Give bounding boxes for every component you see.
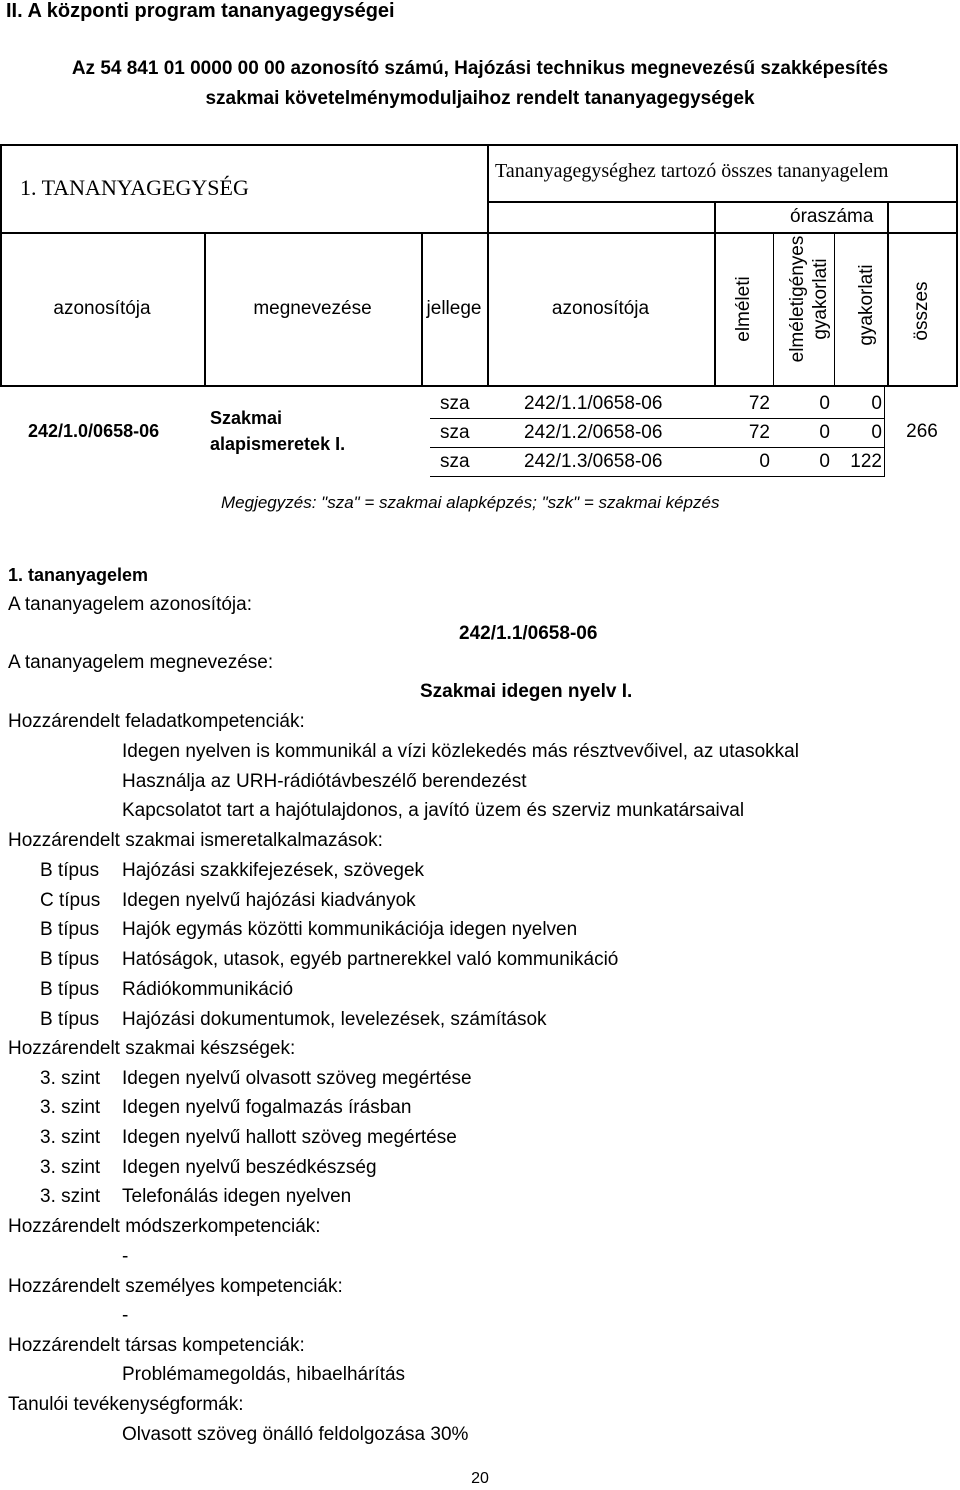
tasks-label: Hozzárendelt feladatkompetenciák: xyxy=(8,711,305,732)
col-header-elmeletigenyes-gyakorlati: gyakorlati xyxy=(810,258,831,340)
row-type: sza xyxy=(440,422,470,443)
hours-header: óraszáma xyxy=(790,206,874,227)
body-right-border xyxy=(884,386,885,477)
col-header-elem-azonositoja: azonosítója xyxy=(551,298,650,319)
row-elmgyak: 0 xyxy=(819,393,830,414)
knowledge-level: C típus xyxy=(40,890,101,911)
header-bottom-border xyxy=(0,385,958,387)
knowledge-label: Hozzárendelt szakmai ismeretalkalmazások: xyxy=(8,830,383,851)
knowledge-item: Hatóságok, utasok, egyéb partnerekkel való kommunikáció xyxy=(122,949,619,970)
task-item: Használja az URH-rádiótávbeszélő berendezést xyxy=(122,771,527,792)
table-top-border xyxy=(0,144,958,146)
personal-label: Hozzárendelt személyes kompetenciák: xyxy=(8,1276,343,1297)
forms-value: Olvasott szöveg önálló feldolgozása 30% xyxy=(122,1424,469,1445)
element-name-label: A tananyagelem megnevezése: xyxy=(8,652,274,673)
row-id: 242/1.2/0658-06 xyxy=(524,422,663,443)
elements-left-border xyxy=(487,144,489,385)
skill-level: 3. szint xyxy=(40,1157,101,1178)
col-divider-4 xyxy=(887,201,889,385)
element-id-label: A tananyagelem azonosítója: xyxy=(8,594,253,615)
knowledge-item: Rádiókommunikáció xyxy=(122,979,294,1000)
row-elmgyak: 0 xyxy=(819,451,830,472)
knowledge-item: Hajózási szakkifejezések, szövegek xyxy=(122,860,425,881)
row-gyak: 0 xyxy=(871,422,882,443)
element-heading: 1. tananyagelem xyxy=(8,565,149,585)
row-id: 242/1.3/0658-06 xyxy=(524,451,663,472)
unit-title: 1. TANANYAGEGYSÉG xyxy=(20,175,249,200)
knowledge-level: B típus xyxy=(40,949,100,970)
col-divider-3 xyxy=(714,201,716,385)
col-header-osszes: összes xyxy=(911,281,932,341)
subtitle-line-1: Az 54 841 01 0000 00 00 azonosító számú, Hajózási technikus megnevezésű szakképesítés xyxy=(71,58,889,79)
skill-level: 3. szint xyxy=(40,1097,101,1118)
col-header-megnevezese: megnevezése xyxy=(253,298,372,319)
table-left-border xyxy=(0,144,2,387)
knowledge-level: B típus xyxy=(40,860,100,881)
knowledge-item: Hajózási dokumentumok, levelezések, számítások xyxy=(122,1009,547,1030)
element-name-value: Szakmai idegen nyelv I. xyxy=(420,681,633,702)
row-id: 242/1.1/0658-06 xyxy=(524,393,663,414)
row-gyak: 122 xyxy=(850,451,882,472)
skill-item: Idegen nyelvű olvasott szöveg megértése xyxy=(122,1068,472,1089)
task-item: Kapcsolatot tart a hajótulajdonos, a javító üzem és szerviz munkatársaival xyxy=(122,800,745,821)
row-elmeleti: 72 xyxy=(748,422,770,443)
row-divider xyxy=(430,418,885,419)
personal-value: - xyxy=(122,1305,129,1326)
col-header-gyakorlati: gyakorlati xyxy=(856,264,877,346)
skill-item: Telefonálás idegen nyelven xyxy=(122,1186,352,1207)
col-header-jellege: jellege xyxy=(426,298,482,319)
unit-id: 242/1.0/0658-06 xyxy=(28,421,160,441)
forms-label: Tanulói tevékenységformák: xyxy=(8,1394,244,1415)
section-title: II. A központi program tananyagegységei xyxy=(6,0,395,22)
knowledge-level: B típus xyxy=(40,919,100,940)
row-elmeleti: 72 xyxy=(748,393,770,414)
row-gyak: 0 xyxy=(871,393,882,414)
col-header-elmeleti: elméleti xyxy=(733,276,754,342)
col-header-elmeletigenyes: elméletigényes xyxy=(787,235,808,363)
table-right-border xyxy=(956,144,958,387)
table-note: Megjegyzés: "sza" = szakmai alapképzés; "szk" = szakmai képzés xyxy=(221,493,720,512)
elements-header: Tananyagegységhez tartozó összes tananyagelem xyxy=(495,160,889,182)
skills-label: Hozzárendelt szakmai készségek: xyxy=(8,1038,296,1059)
col-divider-5 xyxy=(773,232,774,385)
col-header-azonositoja: azonosítója xyxy=(53,298,151,319)
row-type: sza xyxy=(440,451,470,472)
page-number: 20 xyxy=(471,1470,489,1487)
method-value: - xyxy=(122,1246,129,1267)
task-item: Idegen nyelven is kommunikál a vízi közlekedés más résztvevőivel, az utasokkal xyxy=(122,741,799,762)
row-type: sza xyxy=(440,393,470,414)
knowledge-level: B típus xyxy=(40,979,100,1000)
method-label: Hozzárendelt módszerkompetenciák: xyxy=(8,1216,321,1237)
knowledge-level: B típus xyxy=(40,1009,100,1030)
subtitle-line-2: szakmai követelménymoduljaihoz rendelt tananyagegységek xyxy=(205,88,755,109)
skill-level: 3. szint xyxy=(40,1186,101,1207)
skill-item: Idegen nyelvű fogalmazás írásban xyxy=(122,1097,412,1118)
row-divider xyxy=(430,476,885,477)
skill-level: 3. szint xyxy=(40,1127,101,1148)
row-divider xyxy=(430,447,885,448)
col-divider-6 xyxy=(834,232,835,385)
knowledge-item: Hajók egymás közötti kommunikációja idegen nyelven xyxy=(122,919,578,940)
unit-total: 266 xyxy=(906,421,938,442)
knowledge-item: Idegen nyelvű hajózási kiadványok xyxy=(122,890,416,911)
unit-name-line-2: alapismeretek I. xyxy=(210,434,346,454)
element-id-value: 242/1.1/0658-06 xyxy=(459,623,598,644)
skill-item: Idegen nyelvű beszédkészség xyxy=(122,1157,377,1178)
social-label: Hozzárendelt társas kompetenciák: xyxy=(8,1335,305,1356)
row-elmeleti: 0 xyxy=(759,451,770,472)
skill-level: 3. szint xyxy=(40,1068,101,1089)
unit-name-line-1: Szakmai xyxy=(210,408,283,428)
skill-item: Idegen nyelvű hallott szöveg megértése xyxy=(122,1127,457,1148)
row-elmgyak: 0 xyxy=(819,422,830,443)
social-value: Problémamegoldás, hibaelhárítás xyxy=(122,1364,406,1385)
